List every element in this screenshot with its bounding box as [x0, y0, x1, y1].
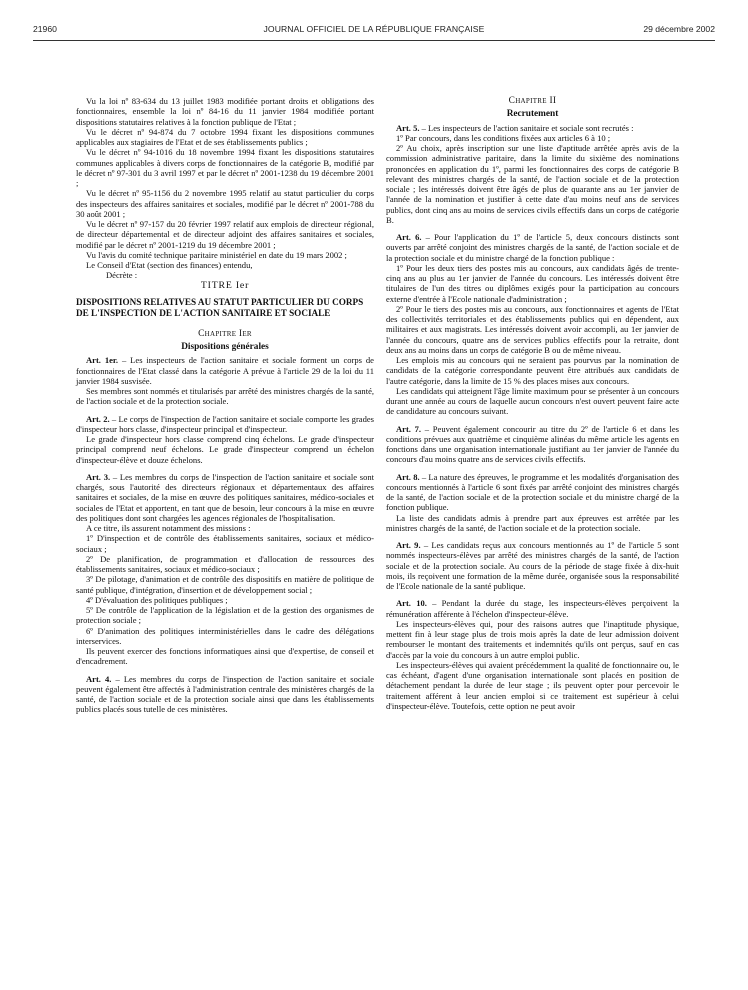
article-text: – Les candidats reçus aux concours mentionnés au 1º de l'article 5 sont nommés inspecteurs-élèves par arrêté des ministres chargés de la santé, de l'action sociale et de la protection sociale. Au cours de la période de stage fixée à dix-huit mois, ils reçoivent une formation de la même durée, organisée sous la responsabilité de l'Ecole nationale de la santé publique.	[386, 540, 679, 591]
visa-paragraph: Vu le décret nº 94-1016 du 18 novembre 1994 fixant les dispositions statutaires communes applicables à divers corps de fonctionnaires de la catégorie B, modifié par le décret nº 97-301 du 3 avril 1997 et par le décret nº 2001-1238 du 19 décembre 2001 ;	[76, 147, 374, 188]
article-label: Art. 8.	[396, 471, 420, 482]
article-3	[76, 472, 374, 523]
visa-paragraph: Vu le décret nº 97-157 du 20 février 1997 relatif aux emplois de directeur régional, de directeur départemental et de directeur adjoint des affaires sanitaires et sociales, modifié par le décret nº 2001-1219 du 19 décembre 2001 ;	[76, 219, 374, 250]
titre-heading: DISPOSITIONS RELATIVES AU STATUT PARTICULIER DU CORPS DE L'INSPECTION DE L'ACTION SANITAIRE ET SOCIALE	[76, 296, 364, 318]
visa-paragraph: Vu le décret nº 95-1156 du 2 novembre 1995 relatif au statut particulier du corps des inspecteurs des affaires sanitaires et sociales, modifié par le décret nº 2001-788 du 30 août 2001 ;	[76, 188, 374, 219]
header-rule	[33, 40, 715, 41]
article-text: – Peuvent également concourir au titre du 2º de l'article 6 et dans les conditions prévues aux quatrième et cinquième alinéas du même article les agents en fonctions dans une organisation internationale justifiant au 1er janvier de l'année du concours d'au moins quatre ans de services civils effectifs.	[386, 423, 679, 465]
mission-item: 6º D'animation des politiques interministérielles dans le cadre des délégations interservices.	[76, 625, 374, 646]
article-label: Art. 9.	[396, 540, 421, 550]
article-5	[386, 123, 679, 133]
article-4	[76, 674, 374, 715]
article-text: – Le corps de l'inspection de l'action sanitaire et sociale comporte les grades d'inspecteur hors classe, d'inspecteur principal et d'inspecteur.	[76, 413, 374, 434]
page-header	[33, 24, 715, 38]
titre-label: TITRE Ier	[200, 279, 250, 291]
article-label: Art. 2.	[86, 413, 110, 424]
article-paragraph: Les inspecteurs-élèves qui avaient précédemment la qualité de fonctionnaire ou, le cas échéant, d'agent d'une organisation internationale sont placés en position de détachement pendant la durée de leur stage ; ils peuvent opter pour percevoir le traitement afférent à leur ancien emploi si ce traitement est supérieur à celui d'inspecteur-élève. Toutefois, cette option ne peut avoir	[386, 659, 679, 711]
journal-title: JOURNAL OFFICIEL DE LA RÉPUBLIQUE FRANÇAISE	[263, 24, 485, 34]
article-text: – Pendant la durée du stage, les inspecteurs-élèves perçoivent la rémunération afférente à l'échelon d'inspecteur-élève.	[386, 598, 679, 619]
chapitre-heading: Dispositions générales	[181, 342, 269, 352]
article-9	[386, 540, 679, 591]
article-label: Art. 1er.	[86, 355, 119, 366]
article-paragraph: Ses membres sont nommés et titularisés par arrêté des ministres chargés de la santé, de l'action sociale et de la protection sociale.	[76, 386, 374, 407]
article-text: – Les membres du corps de l'inspection de l'action sanitaire et sociale sont chargés, sous l'autorité des directeurs régionaux et départementaux des affaires sanitaires et sociales, de la mise en œuvre des politiques sanitaires, médico-sociales et sociales de l'Etat et apportent, en tant que de besoin, leur concours à la mise en œuvre des politiques dont sont chargées les agences régionales de l'hospitalisation.	[76, 471, 374, 523]
decrete-line: Décrète :	[106, 270, 138, 281]
visa-paragraph: Vu l'avis du comité technique paritaire ministériel en date du 19 mars 2002 ;	[86, 249, 347, 260]
article-paragraph: Les candidats qui atteignent l'âge limite maximum pour se présenter à un concours durant une année au cours de laquelle aucun concours n'est ouvert peuvent faire acte de candidature au concours suivant.	[386, 385, 679, 417]
article-6	[386, 232, 679, 263]
right-column	[386, 96, 679, 711]
article-text: – La nature des épreuves, le programme et les modalités d'organisation des concours mentionnés à l'article 6 sont fixés par arrêté conjoint des ministres chargés de la santé, de l'action sociale et de la protection sociale et du ministre chargé de la fonction publique.	[386, 471, 679, 513]
mission-item: 4º D'évaluation des politiques publiques ;	[86, 594, 228, 605]
article-text: – Les membres du corps de l'inspection de l'action sanitaire et sociale peuvent également être affectés à l'administration centrale des ministères chargés de la santé, de l'action sociale et de la protection sociale ainsi que dans les établissements publics placés sous tutelle de ces ministères.	[76, 673, 374, 715]
article-paragraph: 1º Par concours, dans les conditions fixées aux articles 6 à 10 ;	[396, 132, 611, 143]
visa-paragraph: Le Conseil d'Etat (section des finances) entendu,	[86, 260, 253, 270]
article-10	[386, 598, 679, 619]
article-7	[386, 424, 679, 465]
mission-item: 5º De contrôle de l'application de la législation et de la gestion des organismes de protection sociale ;	[76, 605, 374, 626]
article-text: – Pour l'application du 1º de l'article 5, deux concours distincts sont ouverts par arrêté conjoint des ministres chargés de la santé, de l'action sociale et de la protection sociale et du ministre chargé de la fonction publique :	[386, 232, 679, 263]
article-paragraph: La liste des candidats admis à prendre part aux épreuves est arrêtée par les ministres chargés de la santé, de l'action sociale et de la protection sociale.	[386, 512, 679, 533]
mission-item: 1º D'inspection et de contrôle des établissements sanitaires, sociaux et médico-sociaux ;	[76, 533, 374, 554]
article-paragraph: A ce titre, ils assurent notamment des missions :	[86, 523, 251, 533]
article-paragraph: 2º Au choix, après inscription sur une liste d'aptitude arrêtée après avis de la commission administrative paritaire, dans la limite du sixième des nominations prononcées en application du 1º, parmi les fonctionnaires des corps de catégorie B relevant des ministres chargés de la santé, de l'action sociale et de la protection sociale ; les intéressés doivent être âgés de plus de quarante ans au 1er janvier de l'année de la nomination et justifier à cette date d'au moins neuf ans de services publics, dont cinq ans au moins de services civils effectifs dans un corps de catégorie B.	[386, 143, 679, 225]
article-paragraph: 1º Pour les deux tiers des postes mis au concours, aux candidats âgés de trente-cinq ans au plus au 1er janvier de l'année du concours. Les intéressés doivent être titulaires de l'un des titres ou diplômes exigés pour la participation au concours externe d'entrée à l'Ecole nationale d'administration ;	[386, 262, 679, 304]
article-paragraph: Ils peuvent exercer des fonctions informatiques ainsi que d'expertise, de conseil et d'encadrement.	[76, 646, 374, 667]
chapitre-label: Chapitre II	[508, 96, 557, 106]
left-column	[76, 96, 374, 715]
chapitre-heading: Recrutement	[506, 109, 559, 120]
visa-paragraph: Vu la loi nº 83-634 du 13 juillet 1983 modifiée portant droits et obligations des fonctionnaires, ensemble la loi nº 84-16 du 11 janvier 1984 modifiée portant dispositions statutaires relatives à la fonction publique de l'Etat ;	[76, 96, 374, 127]
article-label: Art. 6.	[396, 232, 422, 242]
chapitre-label: Chapitre Ier	[198, 328, 252, 339]
article-paragraph: 2º Pour le tiers des postes mis au concours, aux fonctionnaires et agents de l'Etat des collectivités territoriales et des établissements publics qui en dépendent, aux militaires et aux magistrats. Les intéressés doivent avoir accompli, au 1er janvier de l'année du concours, quatre ans de services publics effectifs pour la retraite, dont deux ans au moins dans un corps de catégorie B ou de même niveau.	[386, 303, 679, 355]
article-8	[386, 472, 679, 513]
article-paragraph: Le grade d'inspecteur hors classe comprend cinq échelons. Le grade d'inspecteur principal comprend neuf échelons. Le grade d'inspecteur comprend un échelon d'inspecteur-élève et douze échelons.	[76, 434, 374, 465]
article-text: – Les inspecteurs de l'action sanitaire et sociale forment un corps de fonctionnaires de l'Etat classé dans la catégorie A prévue à l'article 29 de la loi du 11 janvier 1984 susvisée.	[76, 355, 374, 386]
mission-item: 2º De planification, de programmation et d'allocation de ressources des établissements sanitaires, sociaux et médico-sociaux ;	[76, 553, 374, 574]
article-text: – Les inspecteurs de l'action sanitaire et sociale sont recrutés :	[419, 122, 634, 133]
article-label: Art. 4.	[86, 673, 112, 684]
publication-date: 29 décembre 2002	[643, 24, 715, 34]
article-label: Art. 7.	[396, 423, 422, 434]
visa-paragraph: Vu le décret nº 94-874 du 7 octobre 1994 fixant les dispositions communes applicables aux stagiaires de l'Etat et de ses établissements publics ;	[76, 126, 374, 147]
article-label: Art. 5.	[396, 122, 420, 133]
article-label: Art. 10.	[396, 598, 427, 609]
article-paragraph: Les inspecteurs-élèves qui, pour des raisons autres que l'inaptitude physique, mettent fin à leur stage plus de trois mois après la date de leur admission doivent rembourser le montant des traitements et indemnités qu'ils ont perçus, sauf en cas d'accès par la voie du concours à un autre emploi public.	[386, 618, 679, 660]
article-paragraph: Les emplois mis au concours qui ne seraient pas pourvus par la nomination de candidats de la catégorie correspondante peuvent être attribués aux candidats de l'autre catégorie, dans la limite de 15 % des places mises aux concours.	[386, 355, 679, 386]
mission-item: 3º De pilotage, d'animation et de contrôle des dispositifs en matière de politique de santé publique, d'intégration, d'insertion et de développement social ;	[76, 574, 374, 595]
article-1	[76, 355, 374, 386]
article-label: Art. 3.	[86, 471, 111, 482]
page-number: 21960	[33, 24, 57, 34]
article-2	[76, 414, 374, 435]
